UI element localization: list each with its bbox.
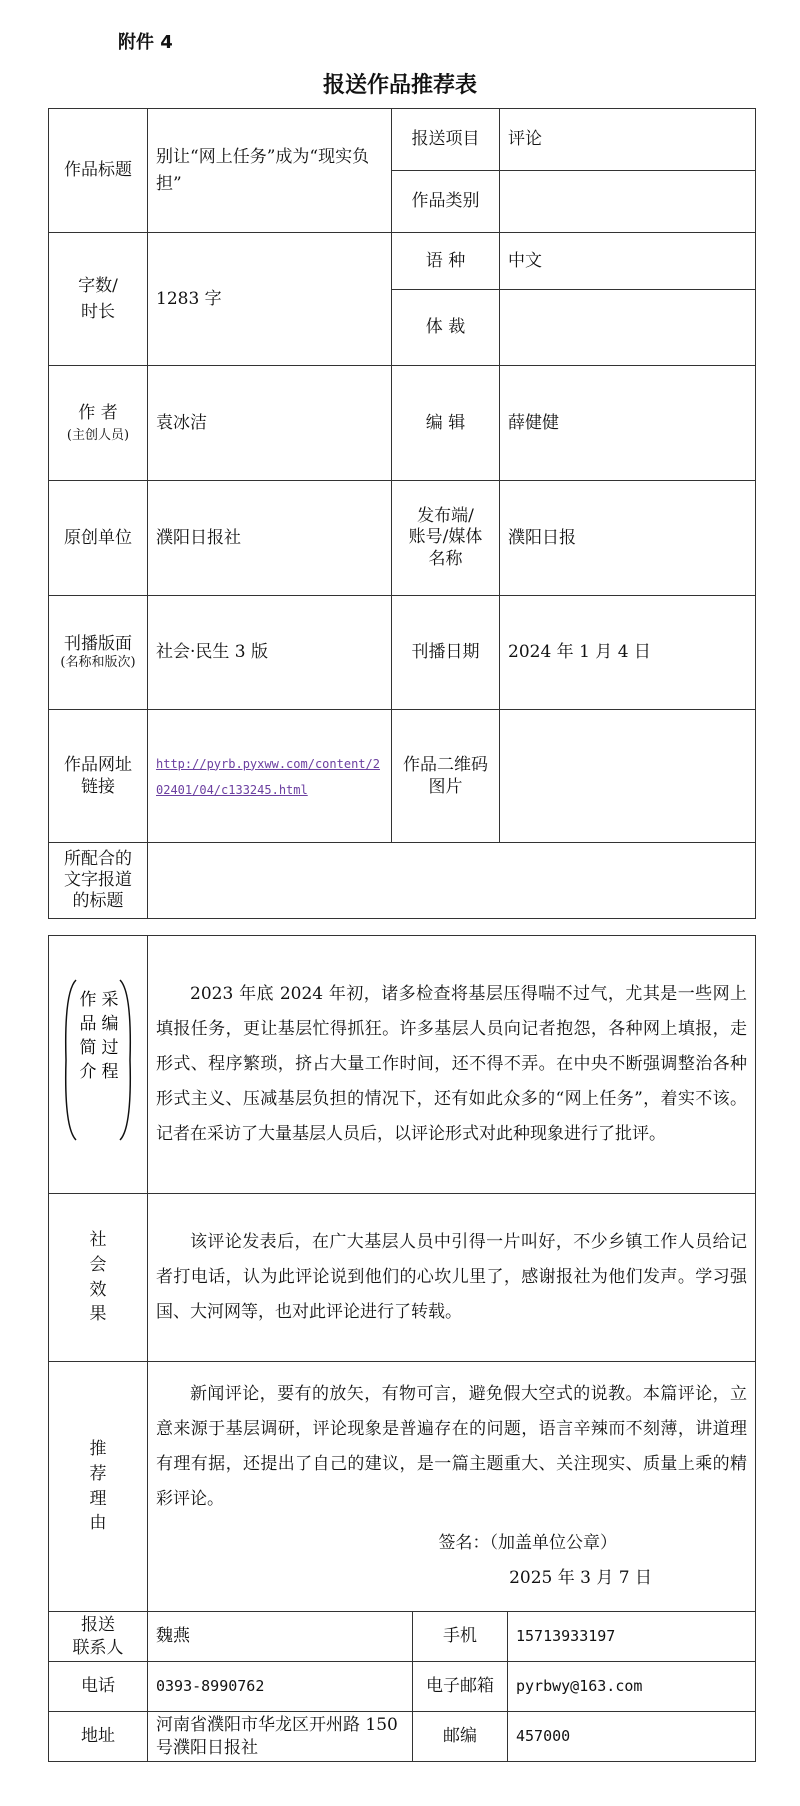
- url-label-line2: 链接: [81, 777, 115, 797]
- postcode-label: 邮编: [413, 1712, 508, 1762]
- process-col1: [80, 990, 97, 1082]
- reason-text-cell: [148, 1362, 756, 1612]
- related-label-line2: 文字报道: [64, 869, 132, 890]
- author-label-main: 作 者: [78, 402, 118, 423]
- phone-value: 0393-8990762: [148, 1662, 413, 1712]
- page-label-main: 刊播版面: [64, 634, 132, 654]
- length-label-line1: 字数/: [78, 275, 118, 296]
- publisher-label-line3: 名称: [428, 548, 463, 569]
- page-label: [49, 596, 148, 710]
- process-col1-c2: 品: [79, 1014, 97, 1035]
- email-label: 电子邮箱: [413, 1662, 508, 1712]
- language-label: 语 种: [392, 233, 500, 290]
- page-label-sub: (名称和版次): [60, 655, 136, 671]
- process-col1-c3: 简: [79, 1038, 97, 1059]
- url-cell: [148, 710, 392, 843]
- recommendation-table: [48, 935, 756, 1762]
- publisher-label-line1: 发布端/: [417, 506, 474, 527]
- qr-value: [500, 710, 756, 843]
- related-value: [148, 843, 756, 919]
- contact-label: [49, 1612, 148, 1662]
- length-value: 1283 字: [148, 233, 392, 366]
- publisher-label: [392, 481, 500, 596]
- work-title-value: 别让“网上任务”成为“现实负担”: [148, 109, 392, 233]
- process-col2-c1: 采: [101, 990, 119, 1011]
- reason-label-text: 推荐理由: [89, 1439, 107, 1534]
- signature-line: 签名：（加盖单位公章）: [438, 1533, 618, 1554]
- work-url-link[interactable]: http://pyrb.pyxww.com/content/202401/04/c133245.html: [156, 756, 380, 797]
- effect-label: [49, 1194, 148, 1362]
- address-label: 地址: [49, 1712, 148, 1762]
- url-label-line1: 作品网址: [64, 754, 132, 775]
- effect-text: 该评论发表后，在广大基层人员中引得一片叫好，不少乡镇工作人员给记者打电话，认为此评论说到他们的心坎儿里了，感谢报社为他们发声。学习强国、大河网等，也对此评论进行了转载。: [156, 1232, 748, 1322]
- effect-text-cell: [148, 1194, 756, 1362]
- editor-label: 编 辑: [392, 366, 500, 481]
- effect-label-text: 社会效果: [89, 1230, 107, 1325]
- date-label: 刊播日期: [392, 596, 500, 710]
- contact-label-line2: 联系人: [72, 1637, 124, 1658]
- qr-label-line2: 图片: [428, 777, 463, 797]
- author-label-sub: (主创人员): [66, 428, 130, 444]
- signature-date: 2025 年 3 月 7 日: [509, 1568, 653, 1589]
- date-value: 2024 年 1 月 4 日: [500, 596, 756, 710]
- length-label-line2: 时长: [81, 302, 115, 322]
- related-label-line3: 的标题: [72, 891, 124, 912]
- page-value: 社会·民生 3 版: [148, 596, 392, 710]
- publisher-label-line2: 账号/媒体: [408, 527, 483, 548]
- process-text: 2023 年底 2024 年初，诸多检查将基层压得喘不过气，尤其是一些网上填报任务，更让基层忙得抓狂。许多基层人员向记者抱怨，各种网上填报，走形式、程序繁琐，挤占大量工作时间，还不得不弄。在中央不断强调整治各种形式主义、压减基层负担的情况下，还有如此众多的“网上任务”，着实不该。记者在采访了大量基层人员后，以评论形式对此种现象进行了批评。: [156, 984, 748, 1144]
- language-value: 中文: [500, 233, 756, 290]
- genre-label: 体 裁: [392, 290, 500, 366]
- qr-label-line1: 作品二维码: [403, 754, 488, 775]
- contact-label-line1: 报送: [81, 1615, 115, 1636]
- related-label: [49, 843, 148, 919]
- process-col2-c4: 程: [101, 1062, 119, 1083]
- postcode-value: 457000: [508, 1712, 756, 1762]
- url-label: [49, 710, 148, 843]
- process-col2-c2: 编: [101, 1014, 119, 1035]
- contact-value: 魏燕: [148, 1612, 413, 1662]
- unit-label: 原创单位: [49, 481, 148, 596]
- address-value: 河南省濮阳市华龙区开州路 150 号濮阳日报社: [148, 1712, 413, 1762]
- process-label: [49, 936, 148, 1194]
- email-value: pyrbwy@163.com: [508, 1662, 756, 1712]
- process-col1-c4: 介: [79, 1062, 97, 1083]
- process-col2: [102, 990, 119, 1082]
- reason-label: [49, 1362, 148, 1612]
- qr-label: [392, 710, 500, 843]
- process-col2-c3: 过: [101, 1038, 119, 1059]
- work-info-table: [48, 108, 756, 919]
- unit-value: 濮阳日报社: [148, 481, 392, 596]
- editor-value: 薛健健: [500, 366, 756, 481]
- category-label: 作品类别: [392, 171, 500, 233]
- project-value: 评论: [500, 109, 756, 171]
- attachment-label: 附件 4: [118, 32, 173, 53]
- process-label-graphic: [58, 950, 138, 1170]
- mobile-value: 15713933197: [508, 1612, 756, 1662]
- genre-value: [500, 290, 756, 366]
- author-label: [49, 366, 148, 481]
- page-title: 报送作品推荐表: [322, 73, 477, 98]
- author-value: 袁冰洁: [148, 366, 392, 481]
- work-title-label: 作品标题: [49, 109, 148, 233]
- length-label: [49, 233, 148, 366]
- category-value: [500, 171, 756, 233]
- project-label: 报送项目: [392, 109, 500, 171]
- phone-label: 电话: [49, 1662, 148, 1712]
- reason-text: 新闻评论，要有的放矢，有物可言，避免假大空式的说教。本篇评论，立意来源于基层调研，评论现象是普遍存在的问题，语言辛辣而不刻薄，讲道理有理有据，还提出了自己的建议，是一篇主题重大、关注现实、质量上乘的精彩评论。: [156, 1383, 748, 1509]
- process-col1-c1: 作: [79, 990, 97, 1011]
- publisher-value: 濮阳日报: [500, 481, 756, 596]
- left-paren-vertical: [66, 980, 76, 1140]
- related-label-line1: 所配合的: [64, 848, 132, 869]
- right-paren-vertical: [120, 980, 130, 1140]
- process-text-cell: [148, 936, 756, 1194]
- mobile-label: 手机: [413, 1612, 508, 1662]
